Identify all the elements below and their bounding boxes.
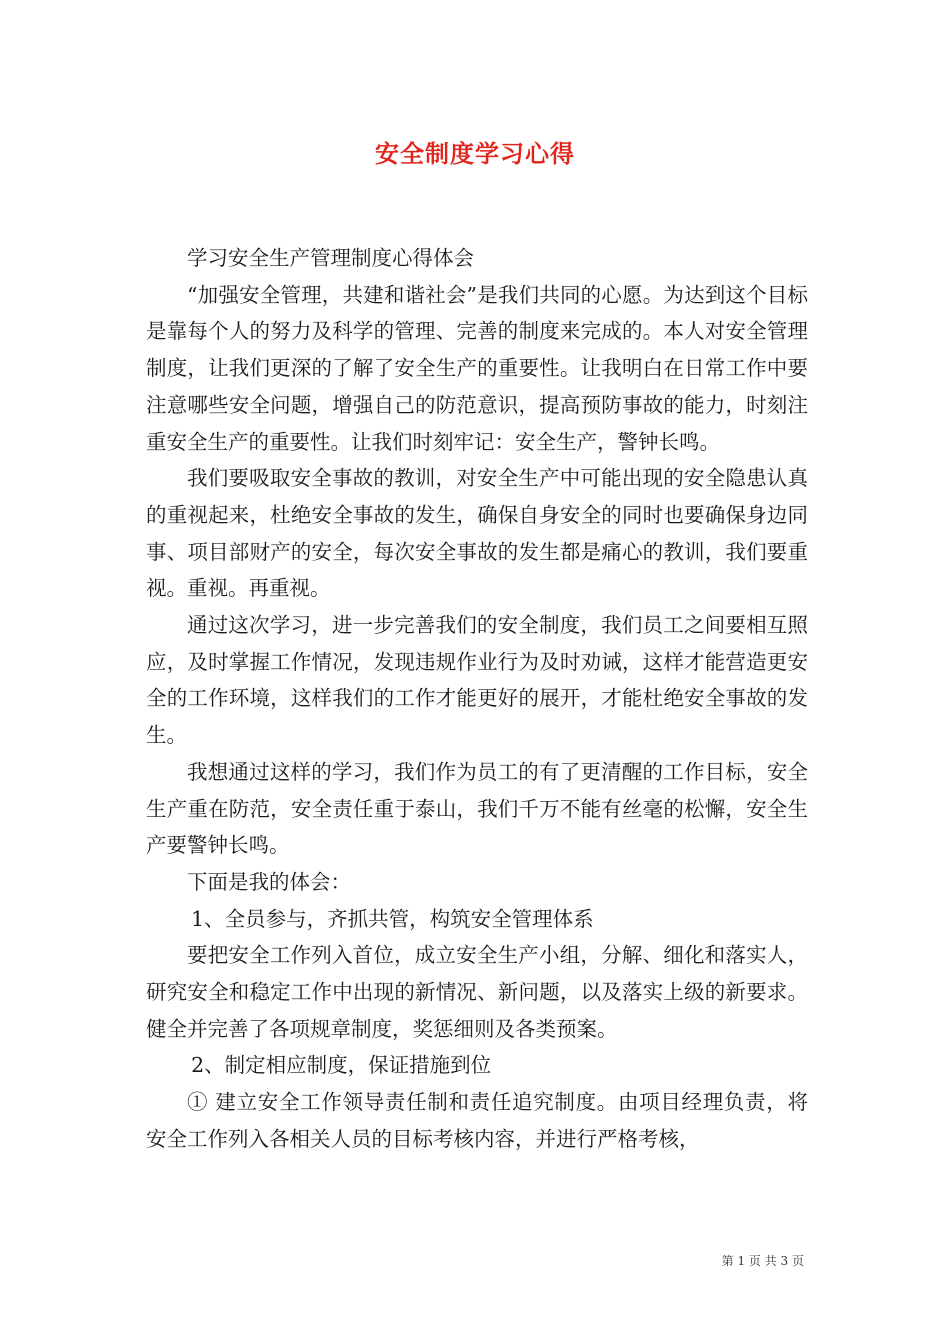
paragraph: 通过这次学习，进一步完善我们的安全制度，我们员工之间要相互照应，及时掌握工作情况，发现违规作业行为及时劝诫，这样才能营造更安全的工作环境，这样我们的工作才能更好的展开，才能杜绝安全事故的发生。 [146, 613, 808, 748]
paragraph: 下面是我的体会： [187, 869, 351, 894]
document-subtitle: 学习安全生产管理制度心得体会 [187, 246, 474, 270]
document-body [146, 240, 808, 1158]
page-footer: 第 1 页 共 3 页 [721, 1254, 804, 1268]
paragraph: ① 建立安全工作领导责任制和责任追究制度。由项目经理负责，将安全工作列入各相关人员的目标考核内容，并进行严格考核， [146, 1090, 808, 1151]
paragraph: 要把安全工作列入首位，成立安全生产小组，分解、细化和落实人，研究安全和稳定工作中出现的新情况、新问题，以及落实上级的新要求。健全并完善了各项规章制度，奖惩细则及各类预案。 [146, 943, 808, 1041]
paragraph: 我想通过这样的学习，我们作为员工的有了更清醒的工作目标，安全生产重在防范，安全责任重于泰山，我们千万不能有丝毫的松懈，安全生产要警钟长鸣。 [146, 759, 808, 858]
section-heading: 1、全员参与，齐抓共管，构筑安全管理体系 [191, 906, 594, 931]
page-title: 安全制度学习心得 [375, 140, 575, 168]
paragraph: 我们要吸取安全事故的教训，对安全生产中可能出现的安全隐患认真的重视起来，杜绝安全事故的发生，确保自身安全的同时也要确保身边同事、项目部财产的安全，每次安全事故的发生都是痛心的教训，我们要重视。重视。再重视。 [146, 466, 808, 601]
section-heading: 2、制定相应制度，保证措施到位 [191, 1053, 492, 1078]
paragraph: “加强安全管理，共建和谐社会”是我们共同的心愿。为达到这个目标是靠每个人的努力及科学的管理、完善的制度来完成的。本人对安全管理制度，让我们更深的了解了安全生产的重要性。让我明白在日常工作中要注意哪些安全问题，增强自己的防范意识，提高预防事故的能力，时刻注重安全生产的重要性。让我们时刻牢记：安全生产，警钟长鸣。 [146, 282, 808, 454]
